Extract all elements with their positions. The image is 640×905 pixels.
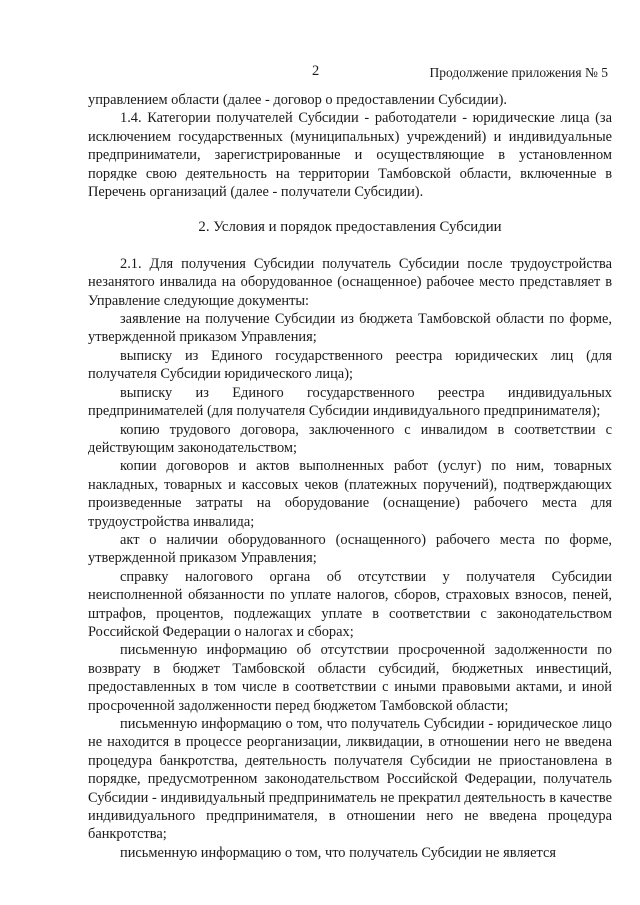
- document-item: письменную информацию о том, что получатель Субсидии не является: [120, 844, 556, 861]
- document-item: заявление на получение Субсидии из бюджета Тамбовской области по форме, утвержденной приказом Управления;: [88, 311, 612, 346]
- document-item: письменную информацию об отсутствии просроченной задолженности по возврату в бюджет Тамбовской области субсидий, бюджетных инвестиций, предоставленных в том числе в соответствии с иными правовыми актами, и иной просроченной задолженности перед бюджетом Тамбовской области;: [88, 642, 612, 714]
- document-item: копию трудового договора, заключенного с инвалидом в соответствии с действующим законодательством;: [88, 421, 612, 456]
- clause-1-4: 1.4. Категории получателей Субсидии - работодатели - юридические лица (за исключением государственных (муниципальных) учреждений) и индивидуальные предприниматели, зарегистрированные и осуществляющие в установленном порядке свою деятельность на территории Тамбовской области, включенные в Перечень организаций (далее - получатели Субсидии).: [88, 110, 612, 201]
- document-body: [88, 91, 612, 862]
- document-item: копии договоров и актов выполненных работ (услуг) по ним, товарных накладных, товарных и кассовых чеков (платежных поручений), подтверждающих произведенные затраты на оборудование (оснащение) рабочего места для трудоустройства инвалида;: [88, 458, 612, 530]
- page-header: [0, 62, 640, 82]
- document-item: выписку из Единого государственного реестра индивидуальных предпринимателей (для получателя Субсидии индивидуального предпринимателя);: [88, 384, 612, 420]
- page-number: 2: [312, 63, 320, 79]
- document-item: акт о наличии оборудованного (оснащенного) рабочего места по форме, утвержденной приказом Управления;: [88, 531, 612, 567]
- document-item: выписку из Единого государственного реестра юридических лиц (для получателя Субсидии юридического лица);: [88, 347, 612, 383]
- document-item: справку налогового органа об отсутствии у получателя Субсидии неисполненной обязанности по уплате налогов, сборов, страховых взносов, пеней, штрафов, процентов, подлежащих уплате в соответствии с законодательством Российской Федерации о налогах и сборах;: [88, 568, 612, 640]
- clause-2-1: 2.1. Для получения Субсидии получатель Субсидии после трудоустройства незанятого инвалида на оборудованное (оснащенное) рабочее место представляет в Управление следующие документы:: [88, 255, 612, 309]
- appendix-label: Продолжение приложения № 5: [429, 65, 608, 80]
- section-heading: 2. Условия и порядок предоставления Субсидии: [198, 219, 502, 236]
- intro-line: управлением области (далее - договор о предоставлении Субсидии).: [88, 92, 508, 108]
- document-item: письменную информацию о том, что получатель Субсидии - юридическое лицо не находится в процессе реорганизации, ликвидации, в отношении него не введена процедура банкротства, деятельность получателя Субсидии не приостановлена в порядке, предусмотренном законодательством Российской Федерации, получатель Субсидии - индивидуальный предприниматель не прекратил деятельность в качестве индивидуального предпринимателя, в отношении него не введена процедура банкротства;: [88, 716, 612, 843]
